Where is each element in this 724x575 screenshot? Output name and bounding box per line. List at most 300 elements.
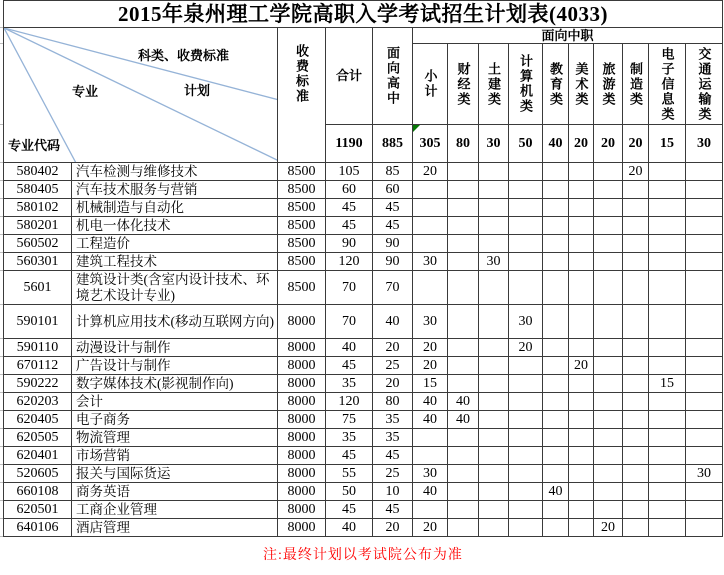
vocational-cell: [413, 235, 448, 253]
vocational-cell: [569, 465, 594, 483]
vocational-cell: [623, 483, 649, 501]
fee-cell: 8000: [278, 375, 326, 393]
vocational-cell: [649, 393, 686, 411]
high-school-cell: 80: [373, 393, 413, 411]
vocational-cell: [686, 429, 723, 447]
vocational-cell: [509, 199, 543, 217]
vocational-cell: 20: [413, 163, 448, 181]
vocational-cell: [543, 271, 569, 305]
vocational-cell: [543, 339, 569, 357]
vocational-cell: [594, 429, 623, 447]
vocational-cell: [649, 163, 686, 181]
fee-cell: 8500: [278, 181, 326, 199]
total-cell: 45: [326, 199, 373, 217]
vocational-cell: [594, 163, 623, 181]
header-category: [594, 44, 623, 125]
vocational-cell: [413, 501, 448, 519]
vocational-cell: 30: [413, 305, 448, 339]
total-cell: 40: [326, 339, 373, 357]
vocational-cell: [649, 217, 686, 235]
total-cell: 90: [326, 235, 373, 253]
vocational-cell: [569, 411, 594, 429]
vocational-cell: [448, 465, 479, 483]
total-cell: 55: [326, 465, 373, 483]
header-fee-standard: [278, 28, 326, 163]
high-school-cell: 35: [373, 411, 413, 429]
major-name-cell: 数字媒体技术(影视制作向): [72, 375, 278, 393]
vocational-cell: [569, 253, 594, 271]
vocational-cell: [509, 181, 543, 199]
total-cell: 70: [326, 271, 373, 305]
major-name-cell: 汽车技术服务与营销: [72, 181, 278, 199]
vocational-cell: [509, 501, 543, 519]
vocational-cell: [594, 217, 623, 235]
fee-cell: 8000: [278, 483, 326, 501]
vocational-cell: [479, 271, 509, 305]
vocational-cell: [448, 447, 479, 465]
major-name-cell: 动漫设计与制作: [72, 339, 278, 357]
vocational-cell: [569, 217, 594, 235]
vocational-cell: [594, 199, 623, 217]
vocational-cell: [479, 305, 509, 339]
vocational-cell: [649, 501, 686, 519]
vocational-cell: [448, 253, 479, 271]
major-code-cell: 620203: [3, 393, 72, 411]
vocational-cell: 40: [543, 483, 569, 501]
header-category-label: 旅游类: [600, 61, 616, 107]
major-code-cell: 620401: [3, 447, 72, 465]
major-code-cell: 670112: [3, 357, 72, 375]
major-code-cell: 620501: [3, 501, 72, 519]
vocational-cell: [509, 465, 543, 483]
high-school-cell: 85: [373, 163, 413, 181]
diagonal-label-major: 专业: [72, 84, 99, 99]
header-high-school-label: 面向高中: [385, 46, 400, 106]
vocational-cell: [686, 501, 723, 519]
vocational-cell: [594, 235, 623, 253]
vocational-total-cell: 20: [623, 125, 649, 163]
vocational-cell: [649, 339, 686, 357]
vocational-cell: [479, 217, 509, 235]
vocational-cell: 20: [413, 339, 448, 357]
vocational-cell: [594, 501, 623, 519]
vocational-cell: [623, 253, 649, 271]
vocational-cell: [413, 271, 448, 305]
vocational-cell: [479, 429, 509, 447]
vocational-cell: [569, 163, 594, 181]
vocational-cell: 15: [413, 375, 448, 393]
vocational-cell: [649, 357, 686, 375]
major-code-cell: 620405: [3, 411, 72, 429]
vocational-cell: 30: [686, 465, 723, 483]
vocational-cell: [569, 519, 594, 537]
major-name-cell: 计算机应用技术(移动互联网方向): [72, 305, 278, 339]
high-school-cell: 70: [373, 271, 413, 305]
vocational-cell: [543, 393, 569, 411]
vocational-cell: [594, 393, 623, 411]
vocational-cell: [543, 235, 569, 253]
major-name-cell: 建筑工程技术: [72, 253, 278, 271]
total-cell: 35: [326, 375, 373, 393]
vocational-cell: [509, 393, 543, 411]
fee-cell: 8000: [278, 305, 326, 339]
high-school-cell: 45: [373, 199, 413, 217]
vocational-cell: [623, 217, 649, 235]
major-name-cell: 报关与国际货运: [72, 465, 278, 483]
vocational-cell: [594, 447, 623, 465]
header-category-label: 小计: [422, 69, 438, 99]
vocational-cell: [569, 181, 594, 199]
vocational-cell: [594, 253, 623, 271]
vocational-cell: [569, 501, 594, 519]
major-name-cell: 物流管理: [72, 429, 278, 447]
vocational-cell: [649, 305, 686, 339]
vocational-cell: [649, 483, 686, 501]
total-cell: 120: [326, 253, 373, 271]
major-name-cell: 商务英语: [72, 483, 278, 501]
vocational-cell: 15: [649, 375, 686, 393]
vocational-cell: [448, 429, 479, 447]
vocational-cell: 30: [509, 305, 543, 339]
vocational-cell: [686, 305, 723, 339]
total-cell: 75: [326, 411, 373, 429]
vocational-cell: 40: [448, 393, 479, 411]
vocational-total-cell: 40: [543, 125, 569, 163]
total-cell: 50: [326, 483, 373, 501]
vocational-cell: 40: [413, 483, 448, 501]
vocational-cell: [686, 393, 723, 411]
vocational-cell: 20: [569, 357, 594, 375]
total-cell: 40: [326, 519, 373, 537]
vocational-cell: 30: [413, 465, 448, 483]
comment-flag-icon: [413, 125, 420, 132]
header-category-label: 计算机类: [518, 54, 533, 114]
fee-cell: 8000: [278, 465, 326, 483]
vocational-cell: [413, 429, 448, 447]
header-total: 合计: [326, 28, 373, 125]
vocational-cell: [448, 163, 479, 181]
vocational-cell: [479, 519, 509, 537]
vocational-cell: [509, 271, 543, 305]
header-category-label: 制造类: [628, 61, 643, 107]
high-school-cell: 60: [373, 181, 413, 199]
vocational-cell: [509, 411, 543, 429]
vocational-cell: [413, 217, 448, 235]
vocational-cell: [479, 411, 509, 429]
fee-cell: 8000: [278, 357, 326, 375]
vocational-cell: [479, 339, 509, 357]
total-cell: 45: [326, 357, 373, 375]
total-cell: 45: [326, 447, 373, 465]
header-category: [448, 44, 479, 125]
vocational-cell: [569, 429, 594, 447]
vocational-cell: [569, 271, 594, 305]
vocational-cell: [623, 375, 649, 393]
vocational-cell: [448, 181, 479, 199]
vocational-cell: [594, 339, 623, 357]
grand-total-cell: 1190: [326, 125, 373, 163]
vocational-cell: [569, 483, 594, 501]
vocational-cell: 40: [413, 393, 448, 411]
vocational-cell: [543, 519, 569, 537]
vocational-cell: [686, 339, 723, 357]
diagonal-label-plan: 计划: [184, 83, 211, 98]
high-school-cell: 20: [373, 519, 413, 537]
vocational-cell: [649, 465, 686, 483]
vocational-cell: [448, 375, 479, 393]
header-category: [569, 44, 594, 125]
vocational-cell: [479, 163, 509, 181]
vocational-cell: [594, 483, 623, 501]
vocational-cell: [594, 181, 623, 199]
vocational-cell: [479, 357, 509, 375]
header-category: [649, 44, 686, 125]
major-code-cell: 580201: [3, 217, 72, 235]
vocational-cell: [543, 217, 569, 235]
header-category-label: 电子信息类: [659, 46, 675, 122]
major-code-cell: 590101: [3, 305, 72, 339]
vocational-total-cell: 50: [509, 125, 543, 163]
vocational-cell: [569, 199, 594, 217]
vocational-cell: 20: [594, 519, 623, 537]
vocational-cell: 30: [479, 253, 509, 271]
vocational-cell: [623, 271, 649, 305]
vocational-cell: [686, 411, 723, 429]
major-code-cell: 5601: [3, 271, 72, 305]
footnote: 注:最终计划以考试院公布为准: [263, 548, 463, 563]
vocational-cell: [543, 163, 569, 181]
vocational-cell: 40: [413, 411, 448, 429]
major-code-cell: 560502: [3, 235, 72, 253]
major-code-cell: 660108: [3, 483, 72, 501]
vocational-cell: [623, 235, 649, 253]
vocational-cell: [543, 181, 569, 199]
vocational-cell: [509, 253, 543, 271]
vocational-cell: [686, 217, 723, 235]
fee-cell: 8000: [278, 429, 326, 447]
vocational-cell: [623, 447, 649, 465]
vocational-cell: [594, 271, 623, 305]
high-school-cell: 25: [373, 357, 413, 375]
vocational-cell: [479, 375, 509, 393]
vocational-cell: [448, 483, 479, 501]
vocational-cell: [479, 181, 509, 199]
fee-cell: 8500: [278, 235, 326, 253]
fee-cell: 8500: [278, 253, 326, 271]
vocational-cell: [686, 357, 723, 375]
vocational-cell: [594, 357, 623, 375]
header-category: [543, 44, 569, 125]
major-code-cell: 580102: [3, 199, 72, 217]
vocational-cell: [649, 235, 686, 253]
high-school-cell: 45: [373, 217, 413, 235]
major-name-cell: 机械制造与自动化: [72, 199, 278, 217]
vocational-cell: [448, 199, 479, 217]
vocational-cell: [479, 465, 509, 483]
vocational-cell: 20: [509, 339, 543, 357]
header-category: [479, 44, 509, 125]
major-name-cell: 电子商务: [72, 411, 278, 429]
major-name-cell: 会计: [72, 393, 278, 411]
vocational-cell: [649, 253, 686, 271]
vocational-cell: 20: [623, 163, 649, 181]
fee-cell: 8000: [278, 501, 326, 519]
vocational-cell: [479, 393, 509, 411]
vocational-cell: [623, 181, 649, 199]
vocational-cell: [509, 483, 543, 501]
vocational-cell: [509, 163, 543, 181]
vocational-cell: [623, 501, 649, 519]
fee-cell: 8000: [278, 339, 326, 357]
fee-cell: 8000: [278, 519, 326, 537]
vocational-cell: [509, 235, 543, 253]
major-code-cell: 580402: [3, 163, 72, 181]
major-code-cell: 640106: [3, 519, 72, 537]
header-category: [413, 44, 448, 125]
page-title: 2015年泉州理工学院高职入学考试招生计划表(4033): [3, 0, 723, 28]
vocational-cell: [686, 235, 723, 253]
high-school-cell: 20: [373, 375, 413, 393]
vocational-cell: 30: [413, 253, 448, 271]
vocational-cell: [623, 429, 649, 447]
vocational-cell: [569, 375, 594, 393]
major-name-cell: 建筑设计类(含室内设计技术、环境艺术设计专业): [72, 271, 278, 305]
fee-cell: 8500: [278, 271, 326, 305]
vocational-cell: [686, 271, 723, 305]
vocational-cell: [569, 339, 594, 357]
vocational-cell: [448, 217, 479, 235]
diagonal-label-category-fee: 科类、收费标准: [138, 48, 230, 63]
header-category: [509, 44, 543, 125]
vocational-total-cell: 305: [413, 125, 448, 163]
vocational-cell: [448, 519, 479, 537]
vocational-cell: [509, 519, 543, 537]
vocational-total-cell: 20: [594, 125, 623, 163]
header-high-school: [373, 28, 413, 125]
vocational-cell: [594, 411, 623, 429]
vocational-total-cell: 80: [448, 125, 479, 163]
vocational-cell: [413, 447, 448, 465]
vocational-cell: [479, 199, 509, 217]
vocational-cell: [594, 305, 623, 339]
vocational-total-cell: 15: [649, 125, 686, 163]
vocational-cell: [543, 305, 569, 339]
left-gutter-tick: [0, 0, 3, 28]
total-cell: 105: [326, 163, 373, 181]
vocational-cell: [594, 375, 623, 393]
high-school-cell: 90: [373, 253, 413, 271]
vocational-cell: [686, 199, 723, 217]
vocational-cell: [686, 163, 723, 181]
vocational-total-cell: 30: [479, 125, 509, 163]
vocational-cell: [569, 447, 594, 465]
major-name-cell: 工程造价: [72, 235, 278, 253]
header-category-label: 教育类: [548, 61, 563, 107]
vocational-cell: [543, 357, 569, 375]
vocational-cell: [543, 465, 569, 483]
vocational-cell: [543, 501, 569, 519]
major-code-cell: 590222: [3, 375, 72, 393]
high-school-cell: 35: [373, 429, 413, 447]
vocational-cell: [543, 375, 569, 393]
vocational-cell: [509, 429, 543, 447]
vocational-cell: [509, 447, 543, 465]
vocational-cell: [543, 199, 569, 217]
vocational-cell: [649, 271, 686, 305]
vocational-cell: [686, 253, 723, 271]
vocational-cell: [543, 411, 569, 429]
total-cell: 60: [326, 181, 373, 199]
vocational-cell: [543, 253, 569, 271]
diagonal-label-major-code: 专业代码: [8, 138, 61, 153]
vocational-cell: [649, 429, 686, 447]
high-school-cell: 45: [373, 447, 413, 465]
vocational-cell: [686, 375, 723, 393]
vocational-cell: [543, 429, 569, 447]
total-cell: 45: [326, 501, 373, 519]
vocational-cell: [448, 339, 479, 357]
vocational-cell: 20: [413, 357, 448, 375]
high-school-total-cell: 885: [373, 125, 413, 163]
major-code-cell: 590110: [3, 339, 72, 357]
high-school-cell: 25: [373, 465, 413, 483]
vocational-cell: [623, 411, 649, 429]
vocational-cell: [623, 393, 649, 411]
vocational-cell: [479, 483, 509, 501]
vocational-cell: [623, 305, 649, 339]
vocational-cell: [623, 339, 649, 357]
header-category-label: 美术类: [573, 61, 589, 107]
vocational-cell: [569, 235, 594, 253]
vocational-cell: [448, 271, 479, 305]
major-name-cell: 汽车检测与维修技术: [72, 163, 278, 181]
high-school-cell: 40: [373, 305, 413, 339]
header-category: [686, 44, 723, 125]
vocational-cell: [448, 235, 479, 253]
vocational-cell: [649, 181, 686, 199]
vocational-cell: [509, 375, 543, 393]
header-vocational-group: 面向中职: [413, 28, 723, 44]
vocational-cell: [509, 357, 543, 375]
vocational-cell: [413, 199, 448, 217]
vocational-cell: [479, 447, 509, 465]
major-code-cell: 580405: [3, 181, 72, 199]
vocational-cell: [686, 483, 723, 501]
high-school-cell: 10: [373, 483, 413, 501]
header-category: [623, 44, 649, 125]
fee-cell: 8000: [278, 393, 326, 411]
header-category-label: 财经类: [455, 61, 471, 107]
major-name-cell: 广告设计与制作: [72, 357, 278, 375]
major-code-cell: 560301: [3, 253, 72, 271]
vocational-cell: [569, 305, 594, 339]
header-fee-standard-label: 收费标准: [294, 44, 309, 104]
fee-cell: 8500: [278, 163, 326, 181]
major-code-cell: 520605: [3, 465, 72, 483]
vocational-cell: 20: [413, 519, 448, 537]
vocational-cell: [509, 217, 543, 235]
high-school-cell: 20: [373, 339, 413, 357]
vocational-cell: [448, 501, 479, 519]
major-name-cell: 机电一体化技术: [72, 217, 278, 235]
vocational-cell: [686, 181, 723, 199]
diagonal-header-cell: [3, 28, 278, 163]
vocational-cell: [649, 199, 686, 217]
header-category-label: 交通运输类: [696, 46, 712, 122]
fee-cell: 8000: [278, 411, 326, 429]
vocational-cell: [448, 305, 479, 339]
vocational-total-cell: 20: [569, 125, 594, 163]
